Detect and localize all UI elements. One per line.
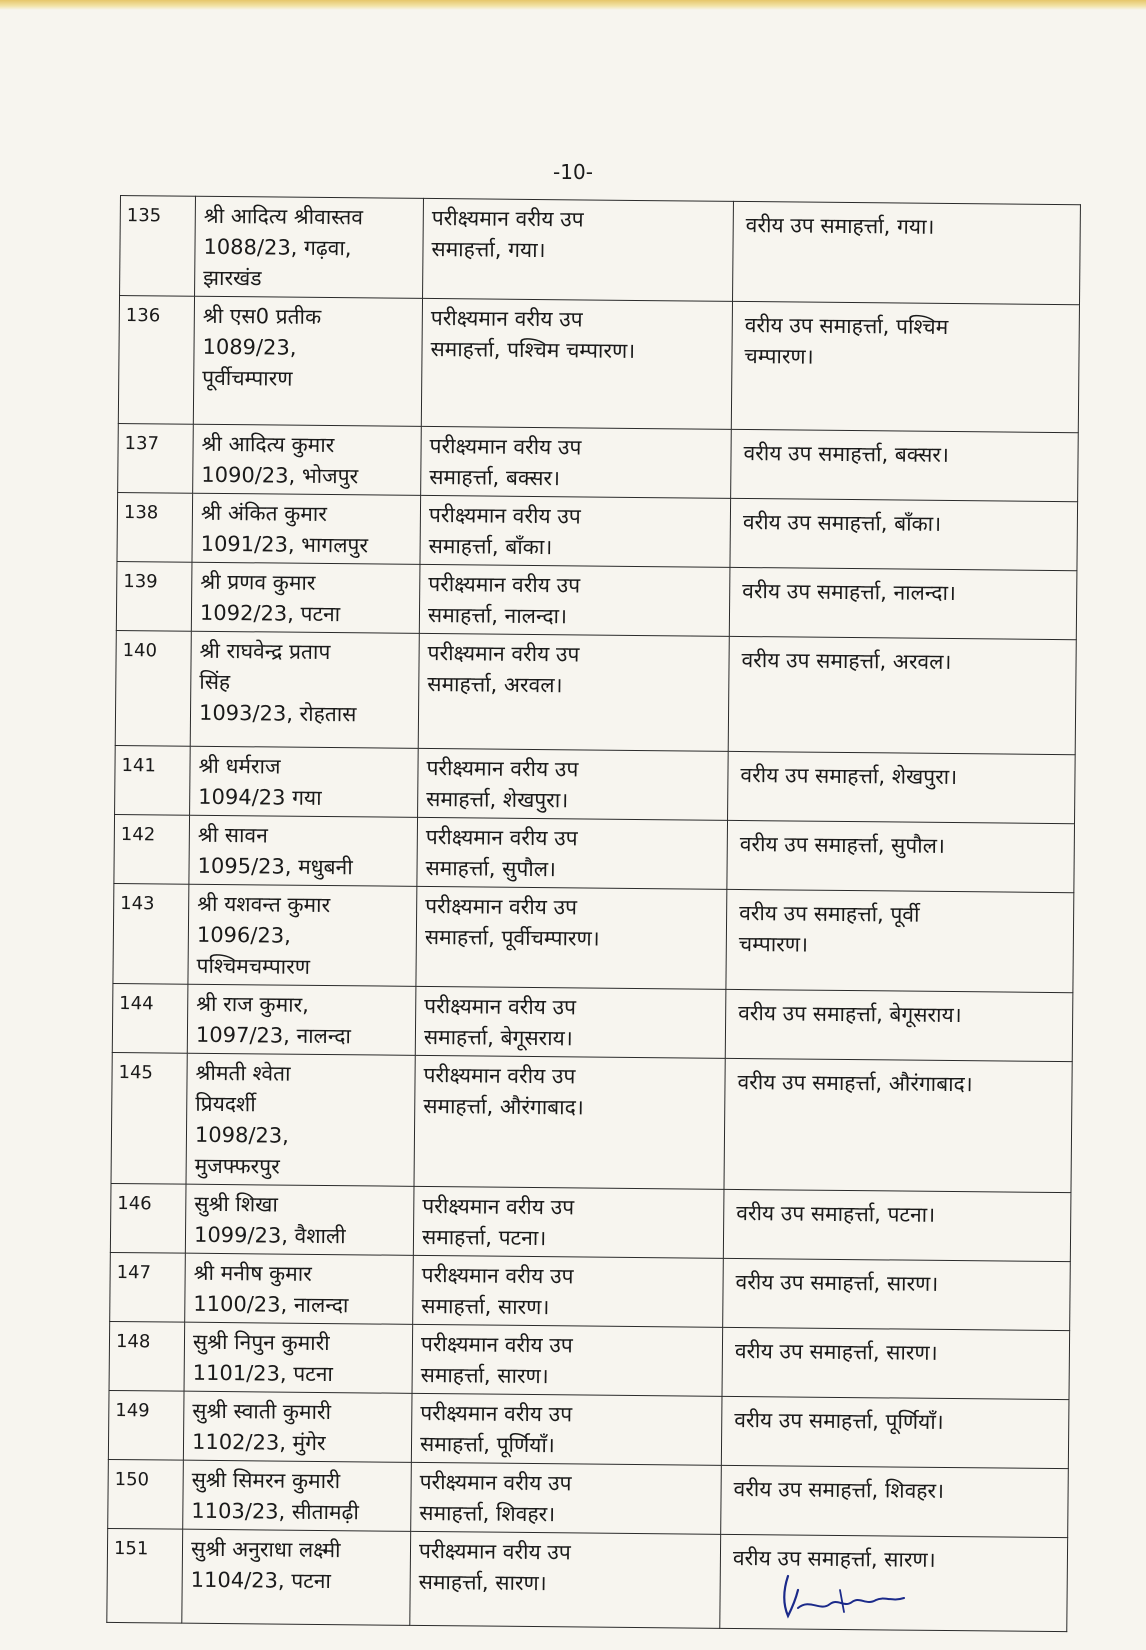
- new-posting-line: वरीय उप समाहर्त्ता, सारण।: [734, 1338, 938, 1365]
- new-posting-cell: [729, 567, 1077, 639]
- officer-name-line: पूर्वीचम्पारण: [202, 365, 293, 391]
- current-designation-line: परीक्ष्यमान वरीय उप: [425, 893, 578, 920]
- officer-name-line: 1097/23, नालन्दा: [195, 1022, 352, 1049]
- table-row: [116, 561, 1077, 639]
- officer-name-line: 1089/23,: [202, 334, 297, 360]
- new-posting-cell: [731, 429, 1079, 501]
- serial-number-cell: 136: [118, 296, 194, 425]
- serial-number-cell: 145: [111, 1052, 187, 1184]
- officer-name-line: 1100/23, नालन्दा: [193, 1291, 349, 1318]
- officer-name-line: 1102/23, मुंगेर: [191, 1429, 326, 1456]
- current-designation-cell: [418, 748, 729, 820]
- current-designation-line: परीक्ष्यमान वरीय उप: [426, 755, 579, 782]
- table-row: [112, 983, 1073, 1061]
- current-designation-line: समाहर्त्ता, बाँका।: [428, 533, 553, 560]
- officer-name-cell: [182, 1529, 411, 1625]
- current-designation-cell: [415, 986, 726, 1058]
- current-designation-line: परीक्ष्यमान वरीय उप: [427, 640, 580, 667]
- current-designation-line: समाहर्त्ता, सारण।: [418, 1569, 547, 1596]
- officer-name-cell: [189, 815, 418, 886]
- table-body: [107, 196, 1081, 1632]
- officer-name-line: श्री प्रणव कुमार: [200, 569, 316, 595]
- officer-name-line: 1099/23, वैशाली: [193, 1222, 346, 1249]
- new-posting-cell: [723, 1258, 1071, 1330]
- officer-name-cell: [183, 1391, 412, 1462]
- current-designation-cell: [421, 426, 732, 498]
- new-posting-line: वरीय उप समाहर्त्ता, औरंगाबाद।: [737, 1069, 973, 1097]
- officer-name-line: 1093/23, रोहतास: [198, 700, 357, 727]
- officer-name-line: श्री अंकित कुमार: [200, 500, 328, 527]
- new-posting-line: वरीय उप समाहर्त्ता, सारण।: [732, 1545, 936, 1572]
- current-designation-line: समाहर्त्ता, बक्सर।: [429, 464, 561, 491]
- new-posting-line: वरीय उप समाहर्त्ता, पूर्णियाँ।: [734, 1407, 944, 1434]
- officer-name-line: श्री धर्मराज: [198, 753, 281, 779]
- new-posting-line: वरीय उप समाहर्त्ता, पटना।: [736, 1200, 936, 1227]
- handwritten-signature: [780, 1568, 910, 1628]
- table-row: [108, 1459, 1069, 1537]
- table-row: [120, 196, 1081, 305]
- current-designation-line: परीक्ष्यमान वरीय उप: [430, 305, 583, 332]
- officer-name-line: सिंह: [199, 669, 231, 695]
- officer-name-cell: [187, 984, 416, 1055]
- serial-number-cell: 142: [114, 814, 190, 884]
- officer-name-line: 1095/23, मधुबनी: [197, 853, 353, 880]
- officer-name-line: श्री आदित्य श्रीवास्तव: [203, 203, 364, 230]
- current-designation-line: समाहर्त्ता, शिवहर।: [419, 1500, 556, 1527]
- serial-number-cell: 149: [108, 1390, 184, 1460]
- officer-name-line: प्रियदर्शी: [195, 1091, 256, 1117]
- officer-name-cell: [183, 1460, 412, 1531]
- current-designation-cell: [411, 1462, 722, 1534]
- new-posting-cell: [724, 1058, 1072, 1192]
- officer-name-line: 1101/23, पटना: [192, 1360, 334, 1387]
- current-designation-cell: [417, 817, 728, 889]
- officer-name-line: 1104/23, पटना: [190, 1567, 332, 1594]
- officer-name-cell: [193, 424, 422, 495]
- officer-name-line: 1094/23 गया: [198, 784, 322, 810]
- current-designation-line: परीक्ष्यमान वरीय उप: [425, 824, 578, 851]
- officer-name-line: श्रीमती श्वेता: [195, 1060, 291, 1086]
- officer-name-line: सुश्री निपुन कुमारी: [192, 1329, 330, 1356]
- new-posting-cell: [726, 889, 1074, 992]
- officer-name-line: श्री एस0 प्रतीक: [202, 303, 322, 329]
- new-posting-line: वरीय उप समाहर्त्ता, अरवल।: [741, 647, 952, 675]
- new-posting-line: चम्पारण।: [744, 344, 814, 369]
- page-number: -10-: [553, 160, 593, 184]
- officer-name-cell: [185, 1184, 414, 1255]
- new-posting-cell: [731, 301, 1079, 432]
- current-designation-cell: [421, 298, 732, 429]
- serial-number-cell: 150: [108, 1459, 184, 1529]
- officer-name-cell: [190, 746, 419, 817]
- current-designation-cell: [418, 633, 729, 751]
- new-posting-line: वरीय उप समाहर्त्ता, बक्सर।: [743, 440, 950, 467]
- officer-name-line: 1096/23,: [196, 922, 291, 948]
- current-designation-cell: [411, 1393, 722, 1465]
- table-row: [118, 296, 1079, 433]
- officer-name-line: मुजफ्फरपुर: [194, 1153, 280, 1179]
- officer-name-cell: [185, 1253, 414, 1324]
- current-designation-line: समाहर्त्ता, सारण।: [420, 1362, 549, 1389]
- current-designation-cell: [413, 1186, 724, 1258]
- officer-name-line: श्री आदित्य कुमार: [201, 431, 335, 458]
- current-designation-line: समाहर्त्ता, शेखपुरा।: [426, 786, 569, 813]
- current-designation-cell: [419, 564, 730, 636]
- officer-name-line: 1098/23,: [194, 1122, 290, 1148]
- table-row: [110, 1183, 1071, 1261]
- current-designation-line: परीक्ष्यमान वरीय उप: [418, 1538, 571, 1565]
- new-posting-line: वरीय उप समाहर्त्ता, बाँका।: [742, 509, 942, 536]
- current-designation-line: समाहर्त्ता, सुपौल।: [425, 855, 557, 882]
- serial-number-cell: 141: [115, 745, 191, 815]
- table-row: [114, 814, 1075, 892]
- serial-number-cell: 146: [110, 1183, 186, 1253]
- officer-name-line: सुश्री अनुराधा लक्ष्मी: [190, 1536, 341, 1563]
- table-row: [110, 1252, 1071, 1330]
- officer-name-line: श्री राघवेन्द्र प्रताप: [199, 638, 331, 665]
- table-row: [113, 883, 1074, 992]
- paper-top-edge: [0, 0, 1146, 10]
- new-posting-cell: [733, 201, 1081, 304]
- new-posting-line: वरीय उप समाहर्त्ता, शेखपुरा।: [740, 762, 958, 790]
- table-row: [109, 1321, 1070, 1399]
- table-row: [107, 1528, 1068, 1631]
- officer-name-cell: [192, 493, 421, 564]
- new-posting-line: वरीय उप समाहर्त्ता, गया।: [745, 213, 935, 239]
- officer-name-line: श्री यशवन्त कुमार: [197, 891, 331, 918]
- officer-name-cell: [186, 1053, 415, 1186]
- current-designation-line: परीक्ष्यमान वरीय उप: [422, 1193, 575, 1220]
- new-posting-line: चम्पारण।: [738, 931, 809, 957]
- table-row: [111, 1052, 1072, 1192]
- current-designation-line: समाहर्त्ता, अरवल।: [427, 671, 563, 698]
- officer-name-line: सुश्री शिखा: [194, 1191, 278, 1217]
- current-designation-line: समाहर्त्ता, बेगूसराय।: [423, 1024, 573, 1051]
- officer-name-line: श्री सावन: [197, 822, 268, 848]
- officer-name-line: सुश्री स्वाती कुमारी: [192, 1398, 332, 1425]
- new-posting-cell: [730, 498, 1078, 570]
- current-designation-line: समाहर्त्ता, पटना।: [421, 1224, 547, 1251]
- officer-name-cell: [188, 884, 417, 986]
- table-row: [118, 423, 1079, 501]
- table-row: [108, 1390, 1069, 1468]
- serial-number-cell: 148: [109, 1321, 185, 1391]
- officer-name-line: 1090/23, भोजपुर: [201, 462, 359, 489]
- current-designation-cell: [412, 1324, 723, 1396]
- new-posting-cell: [723, 1189, 1071, 1261]
- officer-posting-table: [106, 195, 1081, 1632]
- serial-number-cell: 135: [120, 196, 196, 297]
- current-designation-cell: [416, 886, 727, 989]
- current-designation-line: परीक्ष्यमान वरीय उप: [420, 1331, 573, 1358]
- officer-name-line: 1092/23, पटना: [199, 600, 341, 627]
- current-designation-line: परीक्ष्यमान वरीय उप: [419, 1469, 572, 1496]
- table-row: [115, 745, 1076, 823]
- current-designation-cell: [414, 1055, 725, 1189]
- current-designation-cell: [423, 198, 734, 301]
- officer-name-line: 1091/23, भागलपुर: [200, 531, 369, 558]
- officer-name-cell: [195, 196, 424, 298]
- serial-number-cell: 144: [112, 983, 188, 1053]
- officer-name-line: झारखंड: [203, 265, 262, 291]
- current-designation-line: परीक्ष्यमान वरीय उप: [428, 571, 581, 598]
- officer-name-cell: [191, 562, 420, 633]
- current-designation-line: समाहर्त्ता, गया।: [431, 236, 546, 263]
- new-posting-line: वरीय उप समाहर्त्ता, पूर्वी: [739, 900, 920, 927]
- serial-number-cell: 138: [117, 492, 193, 562]
- current-designation-line: परीक्ष्यमान वरीय उप: [420, 1400, 573, 1427]
- serial-number-cell: 147: [110, 1252, 186, 1322]
- new-posting-cell: [725, 989, 1073, 1061]
- serial-number-cell: 139: [116, 561, 192, 631]
- officer-name-line: पश्चिमचम्पारण: [196, 953, 311, 979]
- officer-name-line: 1088/23, गढ़वा,: [203, 234, 352, 261]
- current-designation-line: समाहर्त्ता, पश्चिम चम्पारण।: [430, 336, 636, 363]
- new-posting-cell: [728, 636, 1076, 754]
- new-posting-cell: [727, 820, 1075, 892]
- new-posting-line: वरीय उप समाहर्त्ता, पश्चिम: [744, 313, 949, 339]
- current-designation-cell: [413, 1255, 724, 1327]
- new-posting-line: वरीय उप समाहर्त्ता, बेगूसराय।: [738, 1000, 962, 1028]
- current-designation-line: परीक्ष्यमान वरीय उप: [431, 205, 584, 232]
- officer-name-line: सुश्री सिमरन कुमारी: [191, 1467, 341, 1494]
- current-designation-line: समाहर्त्ता, नालन्दा।: [427, 602, 568, 629]
- officer-name-cell: [184, 1322, 413, 1393]
- current-designation-line: परीक्ष्यमान वरीय उप: [429, 433, 582, 460]
- new-posting-line: वरीय उप समाहर्त्ता, शिवहर।: [733, 1476, 945, 1503]
- new-posting-cell: [721, 1465, 1069, 1537]
- current-designation-line: परीक्ष्यमान वरीय उप: [421, 1262, 574, 1289]
- current-designation-line: समाहर्त्ता, सारण।: [421, 1293, 550, 1320]
- officer-name-cell: [193, 296, 422, 426]
- current-designation-line: परीक्ष्यमान वरीय उप: [428, 502, 581, 529]
- current-designation-cell: [410, 1531, 721, 1628]
- new-posting-line: वरीय उप समाहर्त्ता, सारण।: [735, 1269, 939, 1296]
- officer-name-line: श्री राज कुमार,: [196, 991, 310, 1017]
- serial-number-cell: 140: [115, 630, 191, 746]
- current-designation-line: परीक्ष्यमान वरीय उप: [423, 1062, 576, 1089]
- new-posting-cell: [722, 1327, 1070, 1399]
- new-posting-line: वरीय उप समाहर्त्ता, नालन्दा।: [742, 578, 957, 606]
- current-designation-line: समाहर्त्ता, औरंगाबाद।: [423, 1093, 584, 1120]
- new-posting-cell: [721, 1396, 1069, 1468]
- officer-name-cell: [190, 631, 419, 748]
- current-designation-line: समाहर्त्ता, पूर्णियाँ।: [419, 1431, 555, 1458]
- serial-number-cell: 151: [107, 1528, 183, 1623]
- table-row: [115, 630, 1076, 754]
- officer-name-line: श्री मनीष कुमार: [193, 1260, 312, 1286]
- table-row: [117, 492, 1078, 570]
- current-designation-cell: [420, 495, 731, 567]
- new-posting-cell: [728, 751, 1076, 823]
- serial-number-cell: 143: [113, 883, 189, 984]
- serial-number-cell: 137: [118, 423, 194, 493]
- current-designation-line: परीक्ष्यमान वरीय उप: [424, 993, 577, 1020]
- current-designation-line: समाहर्त्ता, पूर्वीचम्पारण।: [424, 924, 600, 951]
- new-posting-line: वरीय उप समाहर्त्ता, सुपौल।: [739, 831, 945, 858]
- officer-name-line: 1103/23, सीतामढ़ी: [191, 1498, 359, 1525]
